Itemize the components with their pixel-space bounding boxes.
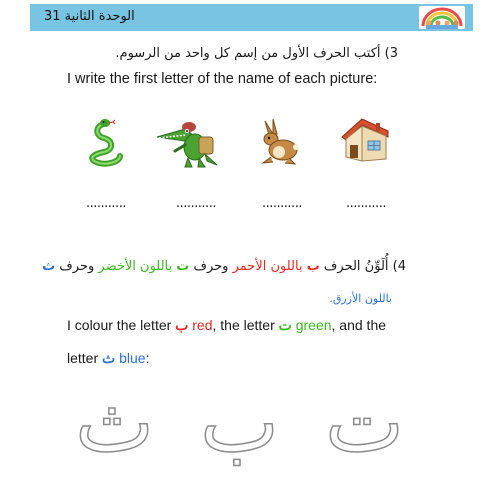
instruction-text: وحرف (55, 259, 99, 274)
house-icon (340, 115, 390, 165)
letter-ta: ت (278, 317, 292, 333)
color-word-blue: باللون الأزرق. (329, 292, 392, 305)
instruction-text: I colour the letter (67, 317, 176, 333)
letter-ta: ت (176, 259, 190, 274)
instruction-text: 4) أُلَوِّنُ الحرف (319, 259, 406, 274)
outline-letter-ta[interactable]: ت (325, 373, 405, 471)
answer-blank[interactable]: ........... (176, 196, 216, 211)
instruction-text: letter (67, 350, 103, 366)
color-word-red: red (192, 317, 213, 333)
snake-icon (80, 118, 130, 168)
crocodile-icon (155, 115, 220, 170)
rabbit-icon (255, 117, 300, 167)
exercise3-arabic-instruction: 3) أكتب الحرف الأول من إسم كل واحد من الرسوم. (115, 46, 398, 61)
letter-ba: ب (175, 317, 189, 333)
outline-letter-ba[interactable]: ب (200, 373, 280, 471)
answer-blank[interactable]: ........... (346, 196, 386, 211)
outline-letter-tha[interactable]: ث (75, 373, 155, 471)
exercise3-english-instruction: I write the first letter of the name of each picture: (67, 71, 378, 87)
instruction-text: : (145, 350, 150, 366)
unit-title: الوحدة الثانية 31 (44, 9, 135, 24)
color-word-green: باللون الأخضر (98, 259, 177, 274)
exercise4-english-line2 (67, 350, 149, 367)
instruction-text: , the letter (212, 317, 279, 333)
color-word-green: green (295, 317, 332, 333)
color-word-blue: blue (119, 350, 146, 366)
color-word-red: باللون الأحمر (232, 259, 307, 274)
letter-ba: ب (306, 259, 320, 274)
page-header (30, 4, 473, 31)
exercise4-english-line1 (67, 317, 386, 334)
exercise4-arabic-instruction (42, 259, 406, 274)
answer-blank[interactable]: ........... (86, 196, 126, 211)
instruction-text: وحرف (189, 259, 233, 274)
letter-tha: ث (102, 350, 116, 366)
instruction-text: , and the (331, 317, 387, 333)
letter-tha: ث (42, 259, 56, 274)
answer-blank[interactable]: ........... (262, 196, 302, 211)
children-rainbow-logo-icon (419, 6, 465, 29)
